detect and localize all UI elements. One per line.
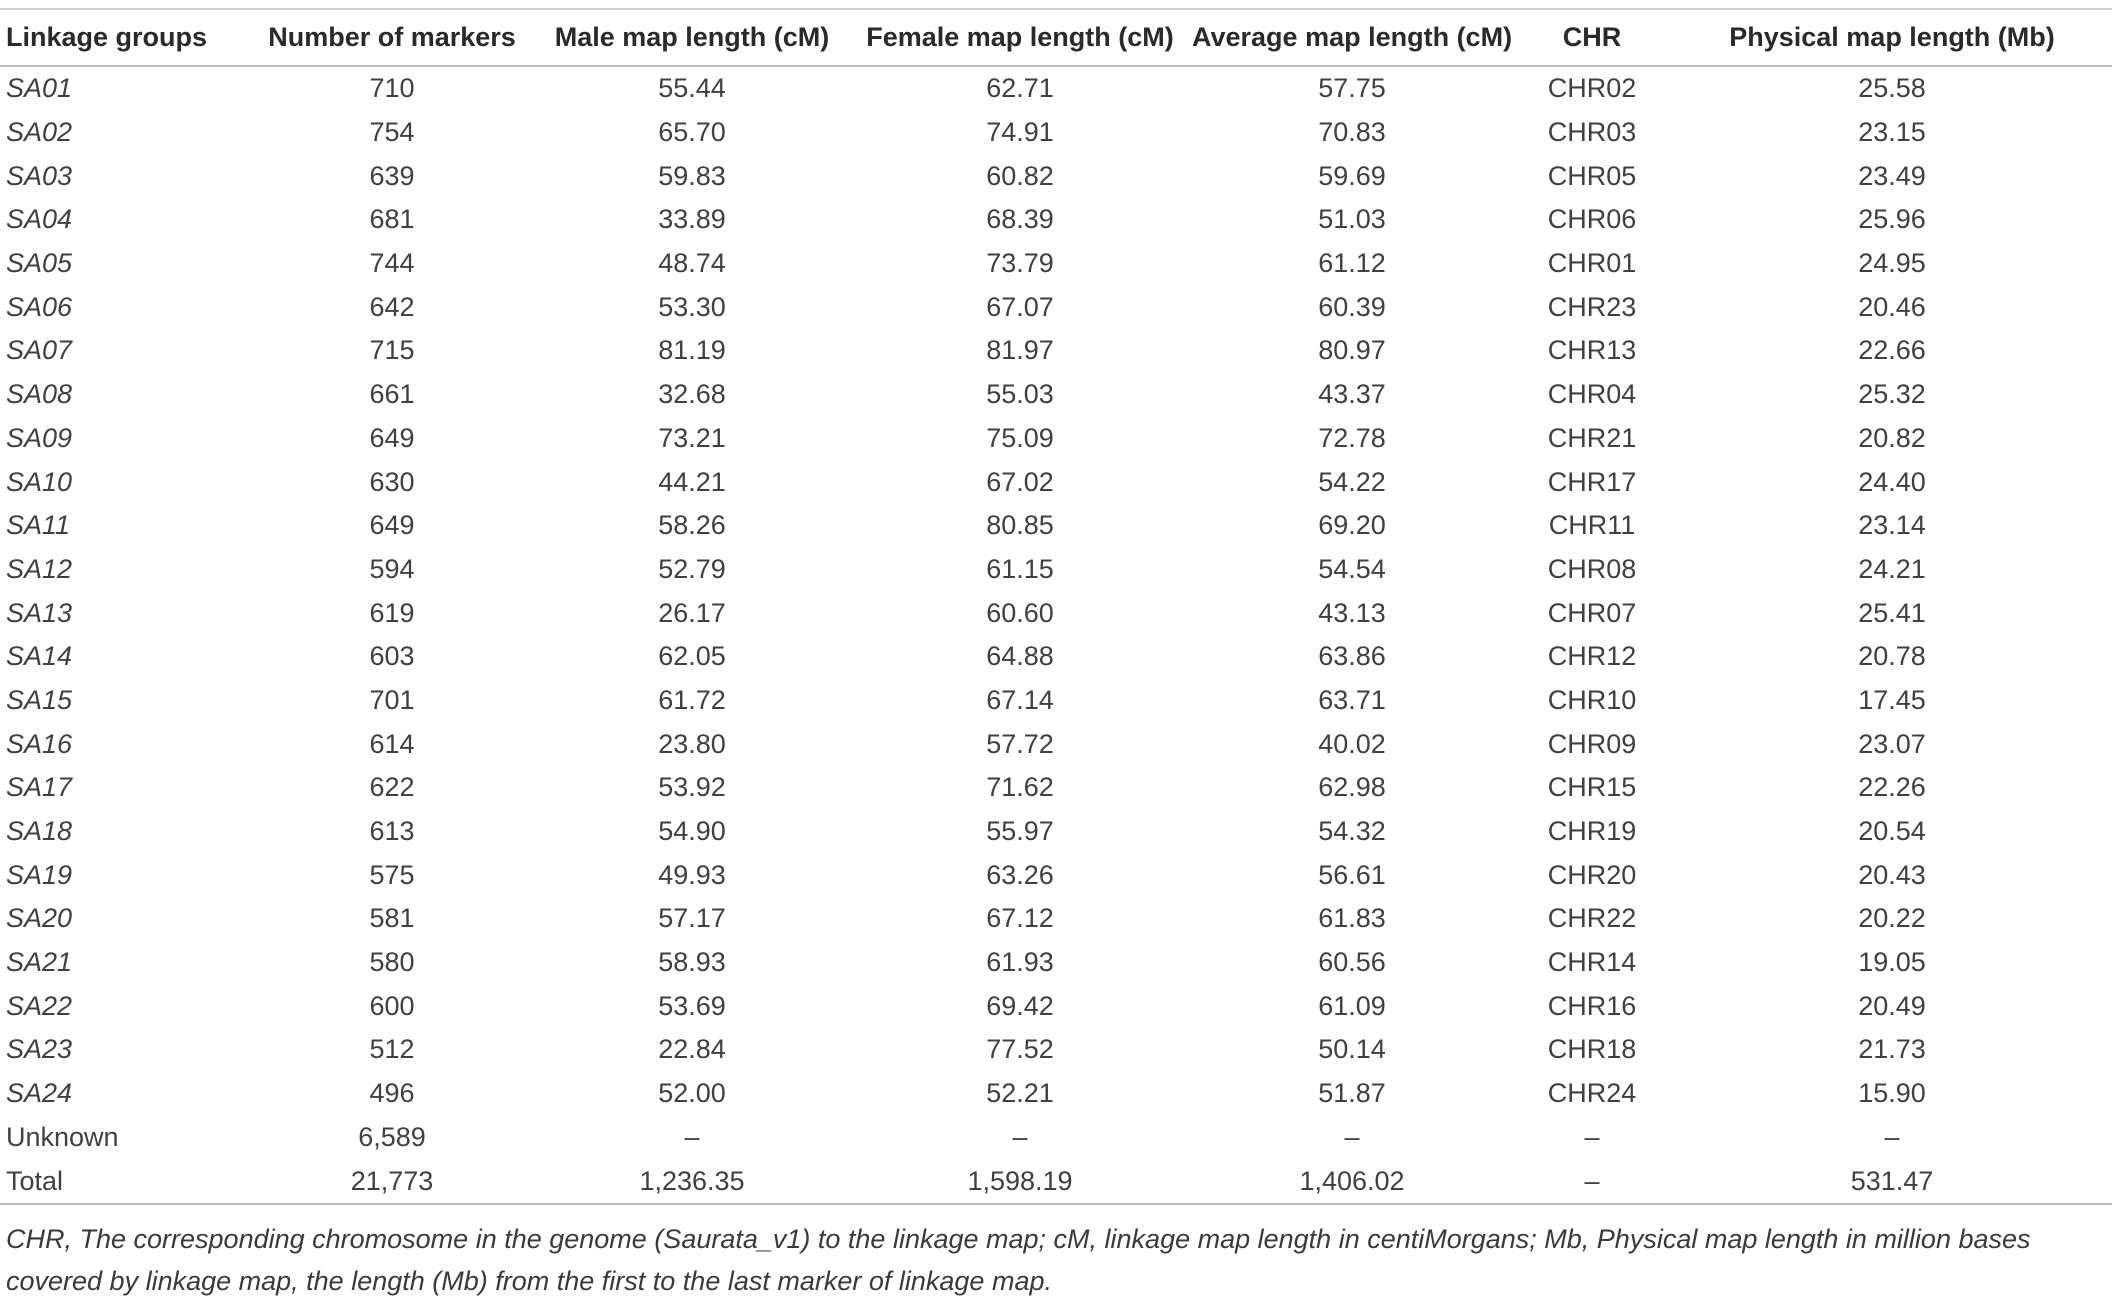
cell-linkage-group: SA14 [6, 641, 73, 672]
cell-linkage-group: SA10 [6, 466, 73, 497]
cell-physical-map-length: 15.90 [1858, 1078, 1926, 1109]
cell-male-map-length: 53.69 [658, 990, 726, 1021]
cell-physical-map-length: 22.66 [1858, 335, 1926, 366]
cell-physical-map-length: 23.14 [1858, 510, 1926, 541]
cell-chr: CHR24 [1547, 1078, 1637, 1109]
header-chr: CHR [1512, 9, 1672, 66]
cell-female-map-length: 67.02 [986, 466, 1054, 497]
cell-female-map-length: 67.12 [986, 903, 1054, 934]
cell-average-map-length: 72.78 [1318, 422, 1386, 453]
cell-linkage-group: SA19 [6, 859, 73, 890]
cell-average-map-length: 54.22 [1318, 466, 1386, 497]
cell-chr: CHR05 [1547, 160, 1637, 191]
cell-linkage-group: SA11 [6, 510, 71, 541]
cell-female-map-length: 61.15 [986, 553, 1054, 584]
cell-physical-map-length: 20.43 [1858, 859, 1926, 890]
cell-physical-map-length: 22.26 [1858, 772, 1926, 803]
cell-chr: CHR20 [1547, 859, 1637, 890]
cell-linkage-group: SA17 [6, 772, 73, 803]
cell-number-of-markers: 701 [369, 684, 415, 715]
table-row [0, 154, 2112, 198]
table-row [0, 285, 2112, 329]
cell-average-map-length: 61.12 [1318, 248, 1386, 279]
footnote-line-2: covered by linkage map, the length (Mb) from the first to the last marker of linkage map. [6, 1266, 1052, 1296]
table-row [0, 417, 2112, 461]
cell-average-map-length: 43.37 [1318, 379, 1386, 410]
cell-male-map-length: 54.90 [658, 816, 726, 847]
cell-number-of-markers: 580 [369, 947, 415, 978]
cell-female-map-length: 63.26 [986, 859, 1054, 890]
cell-female-map-length: 64.88 [986, 641, 1054, 672]
header-row [0, 9, 2112, 66]
cell-average-map-length: 63.86 [1318, 641, 1386, 672]
table-body [0, 66, 2112, 1204]
header-number-of-markers: Number of markers [248, 9, 536, 66]
cell-chr: CHR13 [1547, 335, 1637, 366]
cell-male-map-length: 57.17 [658, 903, 726, 934]
table-footnote [6, 1218, 2106, 1302]
cell-number-of-markers: 600 [369, 990, 415, 1021]
cell-physical-map-length: 24.21 [1858, 553, 1926, 584]
cell-female-map-length: 77.52 [986, 1034, 1054, 1065]
table-row [0, 242, 2112, 286]
table-row [0, 635, 2112, 679]
cell-number-of-markers: 603 [369, 641, 415, 672]
cell-average-map-length: 80.97 [1318, 335, 1386, 366]
table-row [0, 591, 2112, 635]
cell-male-map-length: 44.21 [658, 466, 726, 497]
cell-female-map-length: 71.62 [986, 772, 1054, 803]
cell-linkage-group: SA16 [6, 728, 73, 759]
cell-male-map-length: 61.72 [658, 684, 726, 715]
linkage-map-table [0, 8, 2112, 1205]
cell-number-of-markers: 630 [369, 466, 415, 497]
cell-physical-map-length: 20.22 [1858, 903, 1926, 934]
cell-male-map-length: 48.74 [658, 248, 726, 279]
cell-average-map-length: 62.98 [1318, 772, 1386, 803]
cell-linkage-group: SA13 [6, 597, 73, 628]
cell-number-of-markers: 715 [369, 335, 415, 366]
cell-female-map-length: 61.93 [986, 947, 1054, 978]
cell-physical-map-length: 23.49 [1858, 160, 1926, 191]
cell-female-map-length: – [1012, 1121, 1028, 1152]
cell-average-map-length: 59.69 [1318, 160, 1386, 191]
table-row [0, 548, 2112, 592]
cell-male-map-length: 55.44 [658, 73, 726, 104]
table-row [0, 941, 2112, 985]
cell-number-of-markers: 614 [369, 728, 415, 759]
cell-average-map-length: 69.20 [1318, 510, 1386, 541]
cell-female-map-length: 1,598.19 [848, 1159, 1192, 1204]
cell-number-of-markers: 622 [369, 772, 415, 803]
cell-physical-map-length: 20.82 [1858, 422, 1926, 453]
cell-chr: CHR01 [1547, 248, 1637, 279]
cell-number-of-markers: 681 [369, 204, 415, 235]
cell-female-map-length: 60.82 [986, 160, 1054, 191]
cell-chr: CHR23 [1547, 291, 1637, 322]
table-row [0, 679, 2112, 723]
cell-chr: CHR16 [1547, 990, 1637, 1021]
cell-chr: CHR17 [1547, 466, 1637, 497]
cell-average-map-length: 40.02 [1318, 728, 1386, 759]
header-linkage-groups: Linkage groups [0, 9, 248, 66]
table-row [0, 329, 2112, 373]
cell-linkage-group: SA06 [6, 291, 73, 322]
cell-average-map-length: 56.61 [1318, 859, 1386, 890]
table-row [0, 66, 2112, 111]
table-row [0, 198, 2112, 242]
cell-chr: CHR07 [1547, 597, 1637, 628]
table-row [0, 766, 2112, 810]
cell-female-map-length: 81.97 [986, 335, 1054, 366]
cell-chr: CHR19 [1547, 816, 1637, 847]
cell-female-map-length: 52.21 [986, 1078, 1054, 1109]
cell-physical-map-length: 20.78 [1858, 641, 1926, 672]
table-row [0, 373, 2112, 417]
cell-average-map-length: 1,406.02 [1192, 1159, 1512, 1204]
cell-chr: CHR03 [1547, 117, 1637, 148]
cell-physical-map-length: 19.05 [1858, 947, 1926, 978]
cell-number-of-markers: 639 [369, 160, 415, 191]
cell-average-map-length: 57.75 [1318, 73, 1386, 104]
cell-average-map-length: 54.32 [1318, 816, 1386, 847]
cell-female-map-length: 55.97 [986, 816, 1054, 847]
cell-male-map-length: 52.79 [658, 553, 726, 584]
cell-male-map-length: 53.30 [658, 291, 726, 322]
cell-number-of-markers: 21,773 [248, 1159, 536, 1204]
cell-number-of-markers: 613 [369, 816, 415, 847]
cell-average-map-length: 50.14 [1318, 1034, 1386, 1065]
table-header [0, 9, 2112, 66]
cell-linkage-group: SA08 [6, 379, 73, 410]
table-row [0, 853, 2112, 897]
cell-male-map-length: 23.80 [658, 728, 726, 759]
cell-linkage-group: SA07 [6, 335, 73, 366]
cell-physical-map-length: 25.41 [1858, 597, 1926, 628]
cell-linkage-group: SA22 [6, 990, 73, 1021]
cell-linkage-group: SA01 [6, 73, 73, 104]
cell-chr: CHR12 [1547, 641, 1637, 672]
header-average-map-length: Average map length (cM) [1192, 9, 1512, 66]
cell-male-map-length: 62.05 [658, 641, 726, 672]
header-male-map-length: Male map length (cM) [536, 9, 848, 66]
cell-number-of-markers: 744 [369, 248, 415, 279]
table-container [0, 8, 2118, 1205]
cell-male-map-length: 59.83 [658, 160, 726, 191]
cell-female-map-length: 73.79 [986, 248, 1054, 279]
cell-number-of-markers: 581 [369, 903, 415, 934]
cell-chr: – [1512, 1159, 1672, 1204]
cell-male-map-length: 81.19 [658, 335, 726, 366]
cell-average-map-length: 51.87 [1318, 1078, 1386, 1109]
table-row [0, 504, 2112, 548]
table-row [0, 1116, 2112, 1160]
cell-average-map-length: – [1344, 1121, 1360, 1152]
header-female-map-length: Female map length (cM) [848, 9, 1192, 66]
cell-physical-map-length: 24.95 [1858, 248, 1926, 279]
cell-chr: CHR10 [1547, 684, 1637, 715]
cell-linkage-group: SA04 [6, 204, 73, 235]
table-row [0, 984, 2112, 1028]
cell-male-map-length: 73.21 [658, 422, 726, 453]
cell-physical-map-length: 21.73 [1858, 1034, 1926, 1065]
cell-chr: CHR02 [1547, 73, 1637, 104]
cell-physical-map-length: 23.15 [1858, 117, 1926, 148]
cell-chr: – [1584, 1121, 1600, 1152]
table-row [0, 722, 2112, 766]
cell-number-of-markers: 6,589 [358, 1121, 426, 1152]
table-row [0, 1072, 2112, 1116]
cell-chr: CHR22 [1547, 903, 1637, 934]
cell-average-map-length: 43.13 [1318, 597, 1386, 628]
cell-female-map-length: 67.07 [986, 291, 1054, 322]
cell-physical-map-length: 531.47 [1672, 1159, 2112, 1204]
cell-physical-map-length: 17.45 [1858, 684, 1926, 715]
cell-number-of-markers: 619 [369, 597, 415, 628]
cell-linkage-group: SA02 [6, 117, 73, 148]
cell-male-map-length: 53.92 [658, 772, 726, 803]
cell-linkage-group: SA09 [6, 422, 73, 453]
cell-physical-map-length: – [1884, 1121, 1900, 1152]
cell-male-map-length: 1,236.35 [536, 1159, 848, 1204]
cell-physical-map-length: 20.54 [1858, 816, 1926, 847]
cell-linkage-group: SA15 [6, 684, 73, 715]
cell-number-of-markers: 512 [369, 1034, 415, 1065]
cell-female-map-length: 67.14 [986, 684, 1054, 715]
cell-linkage-group: SA18 [6, 816, 73, 847]
cell-chr: CHR18 [1547, 1034, 1637, 1065]
cell-female-map-length: 74.91 [986, 117, 1054, 148]
cell-male-map-length: 26.17 [658, 597, 726, 628]
footnote-line-1: CHR, The corresponding chromosome in the genome (Saurata_v1) to the linkage map; cM, linkage map length in centiMorgans; Mb, Physical map length in million bases [6, 1224, 2031, 1254]
table-row [0, 1159, 2112, 1204]
cell-female-map-length: 55.03 [986, 379, 1054, 410]
cell-physical-map-length: 25.58 [1858, 73, 1926, 104]
cell-male-map-length: 58.93 [658, 947, 726, 978]
cell-male-map-length: 65.70 [658, 117, 726, 148]
cell-average-map-length: 61.09 [1318, 990, 1386, 1021]
cell-chr: CHR09 [1547, 728, 1637, 759]
cell-male-map-length: 22.84 [658, 1034, 726, 1065]
cell-number-of-markers: 710 [369, 73, 415, 104]
table-row [0, 897, 2112, 941]
cell-linkage-group: SA03 [6, 160, 73, 191]
cell-physical-map-length: 20.46 [1858, 291, 1926, 322]
cell-linkage-group: SA23 [6, 1034, 73, 1065]
cell-average-map-length: 63.71 [1318, 684, 1386, 715]
cell-female-map-length: 60.60 [986, 597, 1054, 628]
cell-chr: CHR08 [1547, 553, 1637, 584]
table-row [0, 1028, 2112, 1072]
cell-chr: CHR04 [1547, 379, 1637, 410]
cell-chr: CHR15 [1547, 772, 1637, 803]
cell-number-of-markers: 594 [369, 553, 415, 584]
cell-number-of-markers: 754 [369, 117, 415, 148]
cell-average-map-length: 70.83 [1318, 117, 1386, 148]
cell-linkage-group: SA21 [6, 947, 73, 978]
cell-number-of-markers: 661 [369, 379, 415, 410]
cell-male-map-length: 33.89 [658, 204, 726, 235]
cell-female-map-length: 69.42 [986, 990, 1054, 1021]
cell-physical-map-length: 20.49 [1858, 990, 1926, 1021]
cell-average-map-length: 54.54 [1318, 553, 1386, 584]
cell-female-map-length: 57.72 [986, 728, 1054, 759]
cell-number-of-markers: 496 [369, 1078, 415, 1109]
table-row [0, 460, 2112, 504]
cell-linkage-group: SA24 [6, 1078, 73, 1109]
cell-linkage-group: SA12 [6, 553, 73, 584]
cell-number-of-markers: 649 [369, 510, 415, 541]
cell-chr: CHR11 [1548, 510, 1636, 541]
cell-number-of-markers: 642 [369, 291, 415, 322]
cell-linkage-group: Unknown [6, 1121, 119, 1152]
cell-physical-map-length: 25.32 [1858, 379, 1926, 410]
cell-average-map-length: 60.39 [1318, 291, 1386, 322]
cell-linkage-group: Total [0, 1159, 248, 1204]
cell-male-map-length: 52.00 [658, 1078, 726, 1109]
cell-linkage-group: SA20 [6, 903, 73, 934]
cell-physical-map-length: 23.07 [1858, 728, 1926, 759]
cell-female-map-length: 62.71 [986, 73, 1054, 104]
table-row [0, 111, 2112, 155]
table-row [0, 810, 2112, 854]
cell-male-map-length: 32.68 [658, 379, 726, 410]
cell-female-map-length: 80.85 [986, 510, 1054, 541]
cell-chr: CHR14 [1547, 947, 1637, 978]
cell-physical-map-length: 24.40 [1858, 466, 1926, 497]
cell-female-map-length: 68.39 [986, 204, 1054, 235]
cell-female-map-length: 75.09 [986, 422, 1054, 453]
cell-male-map-length: 58.26 [658, 510, 726, 541]
header-physical-map-length: Physical map length (Mb) [1672, 9, 2112, 66]
cell-physical-map-length: 25.96 [1858, 204, 1926, 235]
cell-chr: CHR21 [1547, 422, 1637, 453]
cell-average-map-length: 61.83 [1318, 903, 1386, 934]
cell-average-map-length: 51.03 [1318, 204, 1386, 235]
cell-male-map-length: 49.93 [658, 859, 726, 890]
cell-linkage-group: SA05 [6, 248, 73, 279]
cell-number-of-markers: 575 [369, 859, 415, 890]
cell-male-map-length: – [684, 1121, 700, 1152]
cell-average-map-length: 60.56 [1318, 947, 1386, 978]
cell-number-of-markers: 649 [369, 422, 415, 453]
cell-chr: CHR06 [1547, 204, 1637, 235]
